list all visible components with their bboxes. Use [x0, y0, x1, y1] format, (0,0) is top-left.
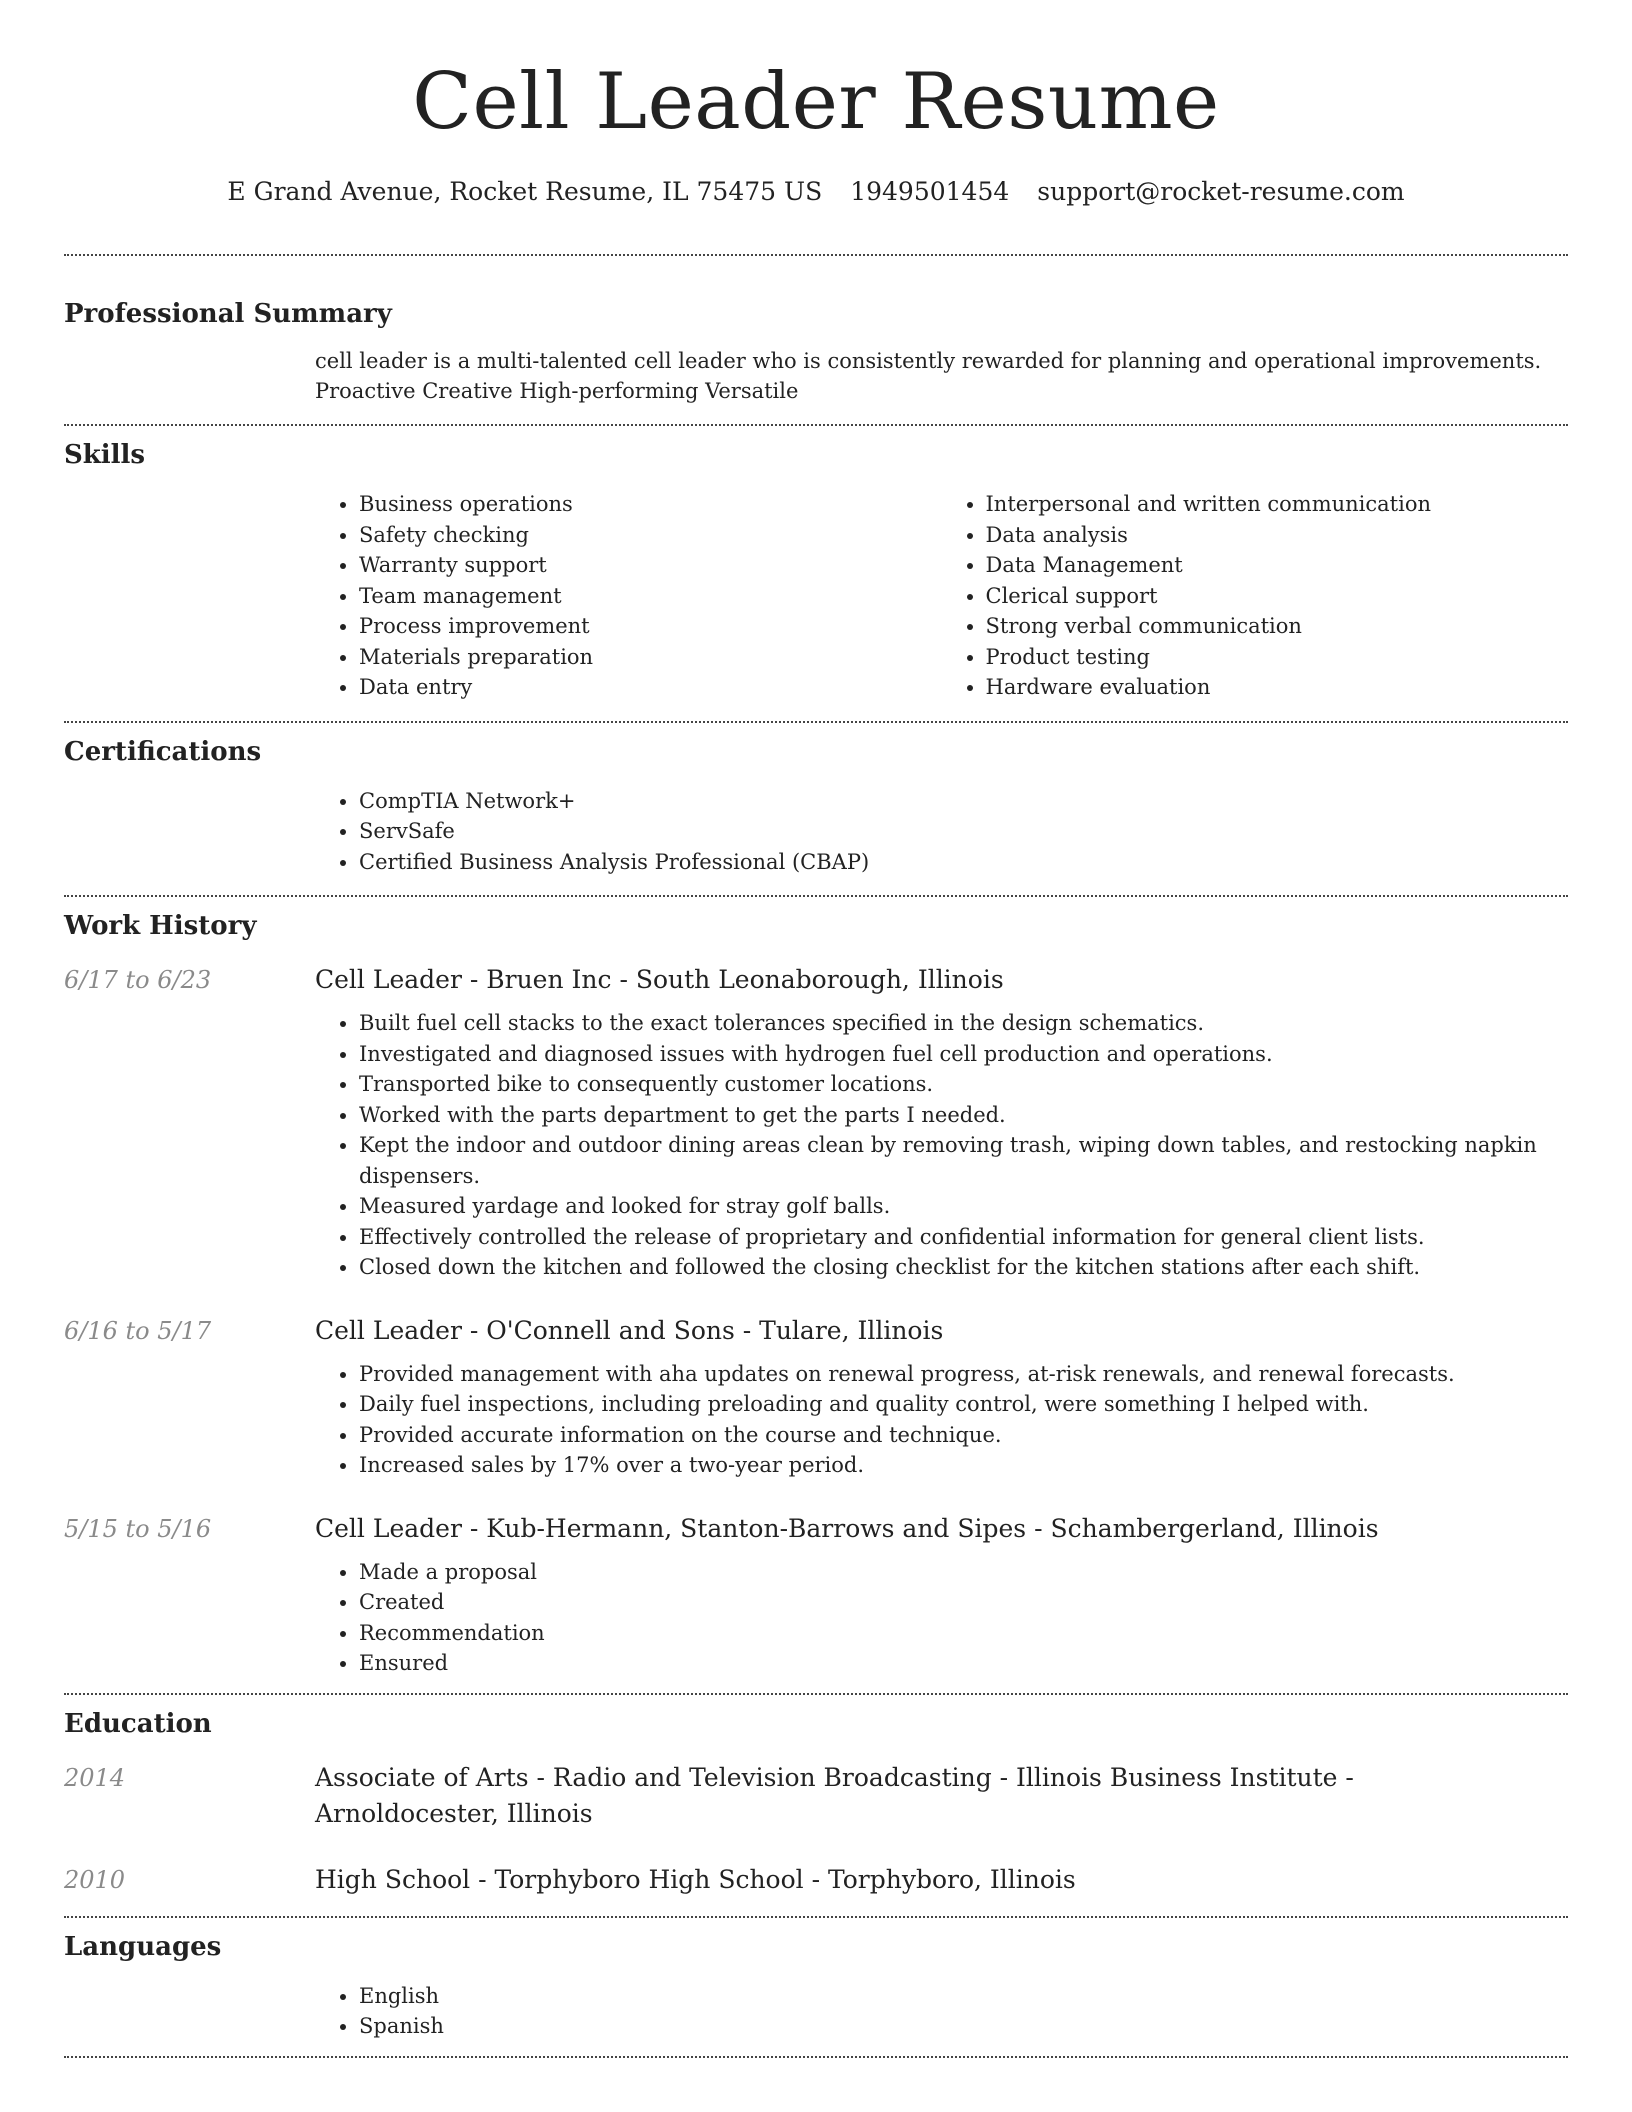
certifications-bullets: [315, 786, 1568, 878]
skill-item: • Strong verbal communication: [986, 611, 1569, 642]
job-bullet: • Worked with the parts department to get the parts I needed.: [359, 1100, 1539, 1131]
languages-bullets: [315, 1981, 1568, 2042]
contact-address: E Grand Avenue, Rocket Resume, IL 75475 US: [227, 177, 823, 206]
job-title: Cell Leader - Bruen Inc - South Leonaborough, Illinois: [315, 965, 1004, 994]
certifications-heading: Certifications: [64, 736, 262, 767]
job-entry: [64, 1313, 1568, 1481]
certification-item: • CompTIA Network+: [359, 786, 1568, 817]
section-divider: [64, 721, 1568, 723]
job-bullet: • Measured yardage and looked for stray golf balls.: [359, 1191, 1539, 1222]
contact-email: support@rocket-resume.com: [1037, 177, 1405, 206]
job-details: [315, 1511, 1568, 1679]
summary-adjectives: Proactive Creative High-performing Versatile: [315, 379, 799, 403]
job-bullet: • Closed down the kitchen and followed the closing checklist for the kitchen stations after each shift.: [359, 1252, 1539, 1283]
skill-item: • Hardware evaluation: [986, 672, 1569, 703]
education-entry: [64, 1760, 1568, 1832]
summary-section: [64, 294, 1568, 406]
skill-item: • Data entry: [359, 672, 942, 703]
job-bullet: • Created: [359, 1587, 1539, 1618]
job-dates: 6/16 to 5/17: [64, 1316, 212, 1345]
contact-phone: 1949501454: [850, 177, 1010, 206]
certification-item: • Certified Business Analysis Professional (CBAP): [359, 847, 1568, 878]
job-dates: 6/17 to 6/23: [64, 966, 212, 994]
languages-section: [64, 1927, 1568, 2042]
education-heading: Education: [64, 1708, 212, 1739]
job-bullet: • Recommendation: [359, 1618, 1539, 1649]
skill-item: • Safety checking: [359, 520, 942, 551]
skills-column-left: [315, 489, 942, 703]
education-entry: [64, 1862, 1568, 1898]
skill-item: • Data Management: [986, 550, 1569, 581]
education-details: [315, 1862, 1568, 1898]
skill-item: • Interpersonal and written communication: [986, 489, 1569, 520]
job-details: [315, 962, 1568, 1283]
skills-column-right: [942, 489, 1569, 703]
job-bullet: • Transported bike to consequently customer locations.: [359, 1069, 1539, 1100]
skill-item: • Materials preparation: [359, 642, 942, 673]
education-title: High School - Torphyboro High School - Torphyboro, Illinois: [315, 1864, 1076, 1894]
section-divider: [64, 1916, 1568, 1918]
skill-item: • Process improvement: [359, 611, 942, 642]
work-history-section: [64, 906, 1568, 1679]
skill-item: • Clerical support: [986, 581, 1569, 612]
summary-heading: Professional Summary: [64, 299, 392, 329]
job-bullet: • Ensured: [359, 1648, 1539, 1679]
education-year: 2010: [64, 1865, 126, 1894]
skill-item: • Business operations: [359, 489, 942, 520]
education-title: Associate of Arts - Radio and Television Broadcasting - Illinois Business Institute - Arnoldocester, Illinois: [315, 1762, 1354, 1828]
education-year: 2014: [64, 1763, 126, 1792]
summary-text: [315, 346, 1568, 406]
job-title: Cell Leader - Kub-Hermann, Stanton-Barrows and Sipes - Schambergerland, Illinois: [315, 1513, 1379, 1543]
section-divider: [64, 1693, 1568, 1695]
skills-heading: Skills: [64, 440, 146, 470]
job-bullet: • Daily fuel inspections, including preloading and quality control, were something I helped with.: [359, 1389, 1539, 1420]
job-bullets: [315, 1359, 1539, 1481]
section-divider: [64, 424, 1568, 426]
job-dates: 5/15 to 5/16: [64, 1514, 212, 1543]
job-entry: [64, 1511, 1568, 1679]
job-bullet: • Built fuel cell stacks to the exact tolerances specified in the design schematics.: [359, 1008, 1539, 1039]
job-bullet: • Provided accurate information on the course and technique.: [359, 1420, 1539, 1451]
resume-title: Cell Leader Resume: [412, 57, 1220, 147]
skill-item: • Warranty support: [359, 550, 942, 581]
skills-section: [64, 435, 1568, 703]
education-section: [64, 1704, 1568, 1898]
job-bullets: [315, 1557, 1539, 1679]
section-divider: [64, 2056, 1568, 2058]
summary-line: cell leader is a multi-talented cell leader who is consistently rewarded for planning and operational improvements.: [315, 349, 1542, 373]
job-bullet: • Effectively controlled the release of proprietary and confidential information for general client lists.: [359, 1222, 1539, 1253]
languages-heading: Languages: [64, 1931, 222, 1962]
education-details: [315, 1760, 1568, 1832]
contact-info: [64, 174, 1568, 210]
section-divider: [64, 895, 1568, 897]
certification-item: • ServSafe: [359, 816, 1568, 847]
skill-item: • Data analysis: [986, 520, 1569, 551]
certifications-section: [64, 732, 1568, 878]
job-bullets: [315, 1008, 1539, 1283]
skill-item: • Product testing: [986, 642, 1569, 673]
work-history-heading: Work History: [64, 911, 257, 941]
language-item: • English: [359, 1981, 1568, 2012]
skill-item: • Team management: [359, 581, 942, 612]
job-bullet: • Made a proposal: [359, 1557, 1539, 1588]
language-item: • Spanish: [359, 2011, 1568, 2042]
job-bullet: • Kept the indoor and outdoor dining areas clean by removing trash, wiping down tables, and restocking napkin dispensers.: [359, 1130, 1539, 1191]
job-entry: [64, 962, 1568, 1283]
languages-list: [315, 1981, 1568, 2042]
job-bullet: • Investigated and diagnosed issues with hydrogen fuel cell production and operations.: [359, 1039, 1539, 1070]
skills-list: [315, 489, 1568, 703]
job-bullet: • Increased sales by 17% over a two-year period.: [359, 1450, 1539, 1481]
job-details: [315, 1313, 1568, 1481]
job-title: Cell Leader - O'Connell and Sons - Tulare, Illinois: [315, 1315, 944, 1345]
certifications-list: [315, 786, 1568, 878]
section-divider: [64, 254, 1568, 256]
resume-page: [64, 0, 1568, 2058]
job-bullet: • Provided management with aha updates on renewal progress, at-risk renewals, and renewal forecasts.: [359, 1359, 1539, 1390]
